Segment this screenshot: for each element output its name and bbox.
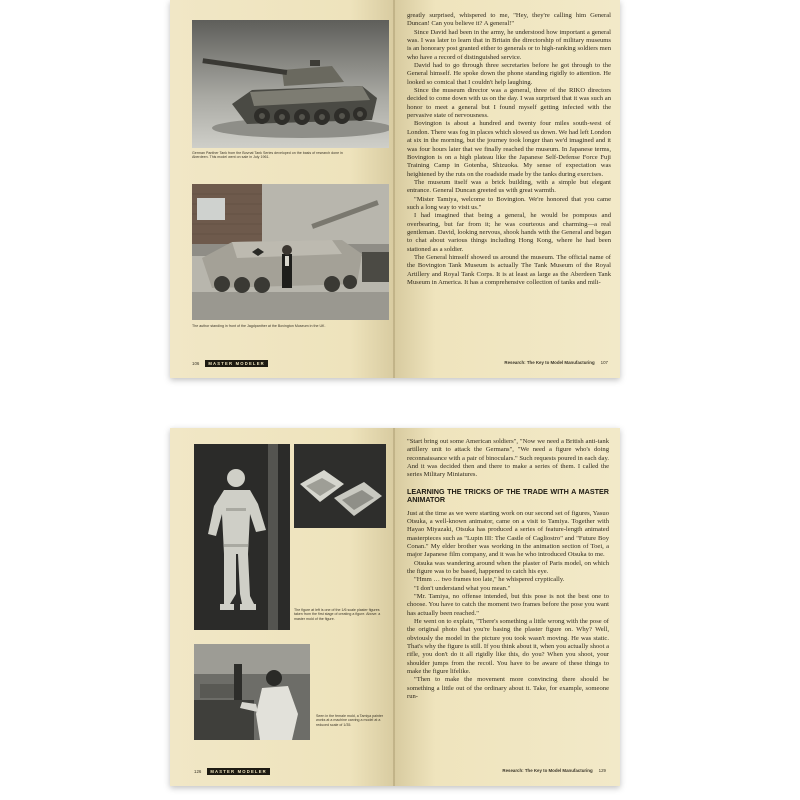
page-footer-right — [504, 360, 608, 365]
page-number: 106 — [192, 361, 200, 366]
panther-tank-illustration — [192, 20, 389, 148]
paragraph: greatly surprised, whispered to me, "Hey, they're calling him General Duncan! Can you believe it? A general!" — [407, 12, 611, 28]
page-129 — [395, 428, 620, 786]
panther-photo-caption: German Panther Tank from the Bovnat Tank Series developed on the basis of research done in Aberdeen. This model went on sale in July 1961. — [192, 151, 343, 160]
paragraph: "Mr. Tamiya, no offense intended, but this pose is not the best one to choose. You have to catch the moment two frames before the pose you want has actually been reached." — [407, 592, 609, 617]
page-footer-left — [194, 768, 270, 775]
paragraph: The museum itself was a brick building, with a simple but elegant entrance. General Duncan greeted us with great warmth. — [407, 178, 611, 195]
series-title-bar: MASTER MODELER — [207, 768, 270, 775]
paragraph: "I don't understand what you mean." — [414, 584, 511, 592]
paragraph: I had imagined that being a general, he would be pompous and overbearing, but far from it; he was courteous and charming—a real gentleman. David, looking nervous, shook hands with the General and began to chat about various things including Hong Kong, where he had been stationed as a soldier. — [407, 212, 611, 253]
body-text — [407, 12, 611, 287]
paragraph: "Then to make the movement more convincing there should be something a little out of the ordinary about it. Take, for example, someone run- — [407, 676, 609, 701]
series-title-bar: MASTER MODELER — [205, 360, 268, 367]
plaster-figure-caption: The figure at left is one of the 1/6 scale plaster figures taken from the first stage of creating a figure. Above: a master mold of the figure. — [294, 608, 381, 621]
page-106 — [170, 0, 395, 378]
running-head: Research: The Key to Model Manufacturing — [502, 768, 593, 773]
jagdpanther-photo — [192, 184, 389, 320]
soldier-figure-illustration — [194, 444, 290, 630]
paragraph: Since David had been in the army, he understood how important a general was. I was later to learn that in Britain the directorship of military museums is an honorary post granted either to generals or to high-ranking soldiers men who have a record of distinguished service. — [407, 28, 611, 61]
book-spread-top — [170, 0, 620, 378]
paragraph: Just at the time as we were starting work on our second set of figures, Yasuo Otsuka, a well-known animator, came on a visit to Tamiya. Together with Hayao Miyazaki, Otsuka has produced a series of feature-length animated masterpieces such as "Lupin III: The Castle of Cagliostro" and "Future Boy Conan." My elder brother was working in the animation section of Toei, a major Japanese film company, and it was he who introduced Otsuka to me. — [407, 509, 609, 559]
running-head: Research: The Key to Model Manufacturing — [504, 360, 595, 365]
page-126 — [170, 428, 395, 786]
section-heading: LEARNING THE TRICKS OF THE TRADE WITH A MASTER ANIMATOR — [407, 486, 609, 505]
paragraph: Otsuka was wandering around when the plaster of Paris model, on which the figure was to be based, happened to catch his eye. — [407, 559, 609, 575]
book-spread-bottom — [170, 428, 620, 786]
page-107 — [395, 0, 620, 378]
mold-illustration — [294, 444, 386, 528]
workshop-photo — [194, 644, 310, 740]
paragraph: Bovington is about a hundred and twenty four miles south-west of London. There was fog in places which slowed us down. We had left London at six in the morning, but the journey took longer than we'd imagined and it was four hours later that we finally reached the museum. In Japanese terms, Bovington is on a high plateau like the Japanese Self-Defense Force Fuji Training Camp in Gotenba, Shizuoka. My sense of expectation was heightened by the ruts on the roadside made by the tanks during exercises. — [407, 120, 611, 178]
page-footer-right — [502, 768, 606, 773]
workshop-illustration — [194, 644, 310, 740]
jagdpanther-illustration — [192, 184, 389, 320]
page-number: 107 — [600, 360, 608, 365]
plaster-figure-photo — [194, 444, 290, 630]
page-footer-left — [192, 360, 268, 367]
paragraph: David had to go through three secretaries before he got through to the General himself. He spoke down the phone standing rigidly to attention. He looked so comical that I couldn't help laughing. — [407, 62, 611, 86]
workshop-photo-caption: Seen in the female mold, a Tamiya painter works at a machine carving a model at a reduced scale of 1/35. — [316, 714, 384, 727]
page-number: 129 — [598, 768, 606, 773]
page-number: 126 — [194, 769, 202, 774]
paragraph: "Start bring out some American soldiers", "Now we need a British anti-tank artillery unit to attack the Germans", "We need a figure who's doing reconnaissance with a pair of binoculars." Such requests poured in each day. And it was decided then and there to make a series of them. I called the series Military Miniatures. — [407, 438, 609, 479]
paragraph: He went on to explain, "There's something a little wrong with the pose of the original photo that you're basing the plaster figure on. Why? Well, obviously the model in the picture you took wasn't moving. He was static. That's why the figure is still. If you think about it, when you actually shoot a rifle, you don't do it all rigidly like this, do you? When you shoot, your shoulder jumps from the recoil. You have to be aware of these things to make the figure lifelike. — [407, 618, 609, 676]
jagdpanther-photo-caption: The author standing in front of the Jagdpanther at the Bovington Museum in the UK. — [192, 324, 326, 328]
panther-tank-photo — [192, 20, 389, 148]
paragraph: The General himself showed us around the museum. The official name of the Bovington Tank Museum is actually The Tank Museum of the Royal Artillery and Royal Tank Corps. It is at least as large as the Aberdeen Tank Museum in America. It has a comprehensive collection of tanks and mili- — [407, 253, 611, 286]
body-text — [407, 438, 609, 701]
paragraph: Since the museum director was a general, three of the RIKO directors decided to come down with us on the day. I was surprised that it was such an honor to meet a general but I found myself getting infected with the pervasive state of nervousness. — [407, 87, 611, 120]
master-mold-photo — [294, 444, 386, 528]
paragraph: "Hmm … two frames too late," he whispered cryptically. — [414, 576, 565, 584]
paragraph: "Mister Tamiya, welcome to Bovington. We're honored that you came such a long way to visit us." — [407, 195, 611, 211]
